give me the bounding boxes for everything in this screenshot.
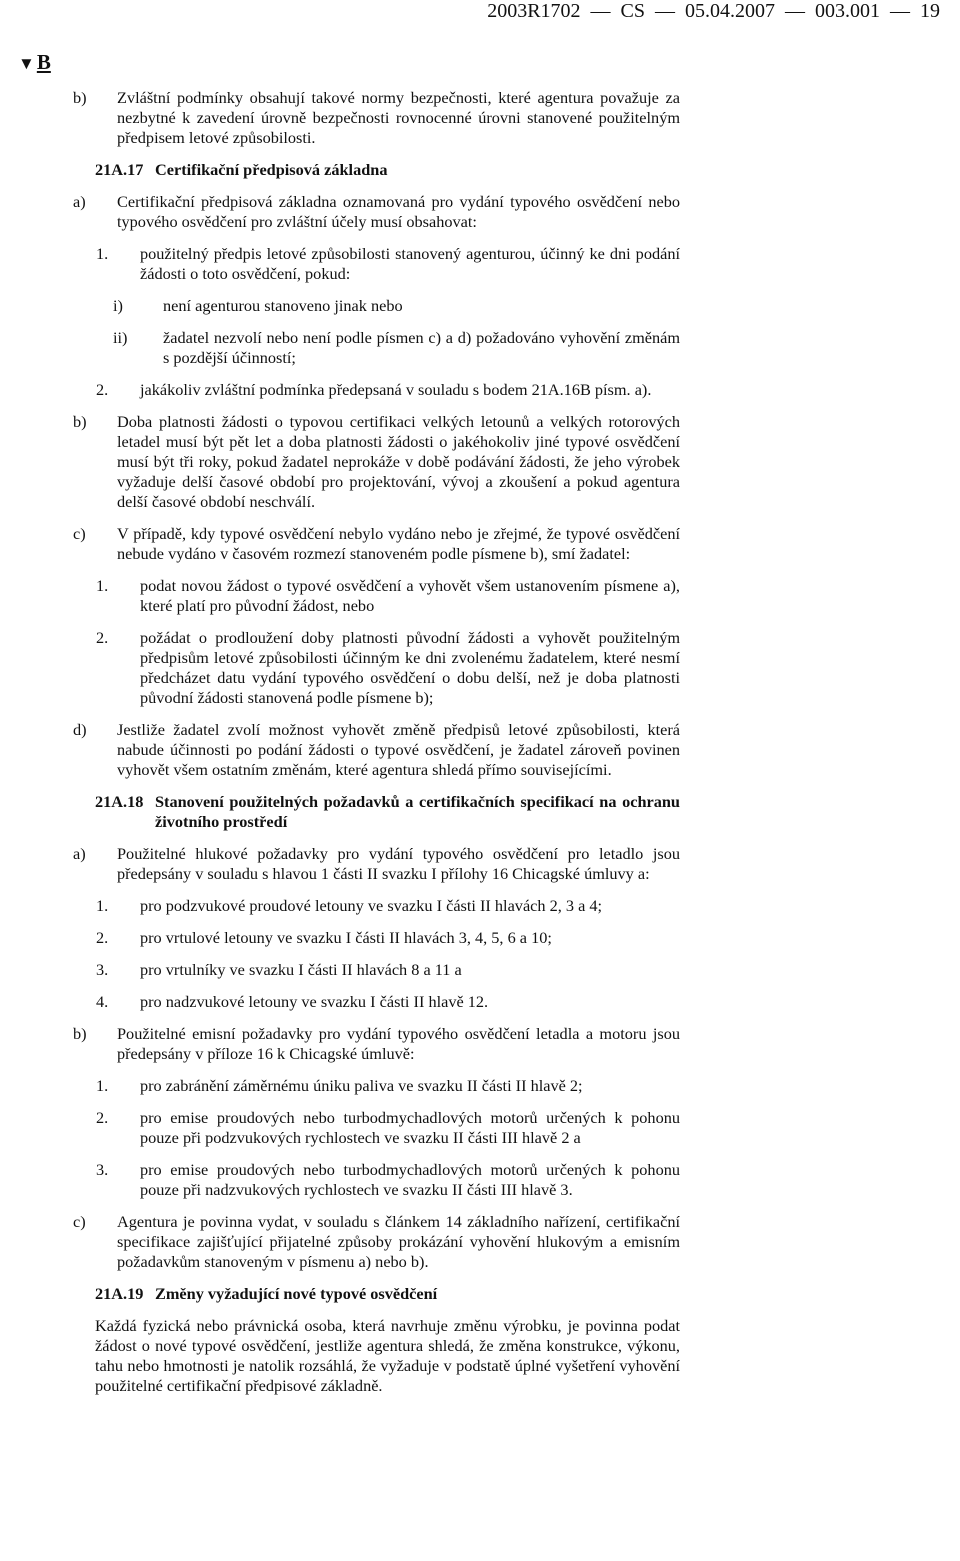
list-item-b18-1: 1. pro zabránění záměrnému úniku paliva ve svazku II části II hlavě 2; bbox=[96, 1076, 583, 1095]
list-item-a18-1: 1. pro podzvukové proudové letouny ve svazku I části II hlavách 2, 3 a 4; bbox=[96, 896, 603, 915]
document-body bbox=[73, 88, 680, 1396]
doc-lang: CS bbox=[620, 0, 645, 22]
list-item-a17-1-ii: ii) žadatel nezvolí nebo není podle písmen c) a d) požadováno vyhovění změnám s pozdější účinností; bbox=[113, 328, 680, 367]
list-item-a17-2: 2. jakákoliv zvláštní podmínka předepsaná v souladu s bodem 21A.16B písm. a). bbox=[96, 380, 652, 399]
triangle-down-icon: ▼ bbox=[18, 54, 35, 73]
list-item-a18-2: 2. pro vrtulové letouny ve svazku I části II hlavách 3, 4, 5, 6 a 10; bbox=[96, 928, 552, 947]
amendment-marker bbox=[18, 50, 51, 76]
list-item-a18-3: 3. pro vrtulníky ve svazku I části II hlavách 8 a 11 a bbox=[96, 960, 462, 979]
list-item-b18-3: 3. pro emise proudových nebo turbodmychadlových motorů určených k pohonu pouze při nadzvukových rychlostech ve svazku II části III hlavě 3. bbox=[96, 1160, 680, 1199]
paragraph-c-21a18: c) Agentura je povinna vydat, v souladu s článkem 14 základního nařízení, certifikační specifikace zajišťující přijatelné způsoby prokázání vyhovění hlukovým a emisním požadavkům stanoveným v písmenu a) nebo b). bbox=[73, 1212, 680, 1271]
list-item-b18-2: 2. pro emise proudových nebo turbodmychadlových motorů určených k pohonu pouze při podzvukových rychlostech ve svazku II části III hlavě 2 a bbox=[96, 1108, 680, 1147]
header-sep-1: — bbox=[585, 0, 616, 22]
list-item-c17-2: 2. požádat o prodloužení doby platnosti původní žádosti a vyhovět použitelným předpisům letové způsobilosti účinným ke dni zvolenému žadatelem, které nesmí předcházet datu vydání typového osvědčení o dobu delší, než je doba platnosti původní žádosti stanovená podle písmene b); bbox=[96, 628, 680, 707]
list-item-c17-1: 1. podat novou žádost o typové osvědčení a vyhovět všem ustanovením písmene a), které platí pro původní žádost, nebo bbox=[96, 576, 680, 615]
header-sep-4: — bbox=[885, 0, 915, 22]
doc-version: 003.001 bbox=[815, 0, 880, 22]
list-item-a17-1: 1. použitelný předpis letové způsobilosti stanovený agenturou, účinný ke dni podání žádosti o toto osvědčení, pokud: bbox=[96, 244, 680, 283]
doc-date: 05.04.2007 bbox=[685, 0, 775, 22]
list-item-a18-4: 4. pro nadzvukové letouny ve svazku I části II hlavě 12. bbox=[96, 992, 489, 1011]
paragraph-d-21a17: d) Jestliže žadatel zvolí možnost vyhovět změně předpisů letové způsobilosti, která nabude účinnosti po podání žádosti o typové osvědčení, je žadatel zároveň povinen vyhovět všem ostatním změnám, které agentura shledá přímo souvisejícími. bbox=[73, 720, 680, 779]
heading-21a18: 21A.18 Stanovení použitelných požadavků a certifikačních specifikací na ochranu životního prostředí bbox=[95, 792, 680, 831]
paragraph-b-special-conditions: b) Zvláštní podmínky obsahují takové normy bezpečnosti, které agentura považuje za nezbytné k zavedení úrovně bezpečnosti rovnocenné úrovni stanovené použitelným předpisem letové způsobilosti. bbox=[73, 88, 680, 147]
heading-21a19: 21A.19 Změny vyžadující nové typové osvědčení bbox=[95, 1284, 438, 1303]
page-header bbox=[487, 0, 940, 22]
paragraph-c-21a17: c) V případě, kdy typové osvědčení nebylo vydáno nebo je zřejmé, že typové osvědčení nebude vydáno v časovém rozmezí stanoveném podle písmene b), smí žadatel: bbox=[73, 524, 680, 563]
header-sep-3: — bbox=[780, 0, 810, 22]
paragraph-a-21a17: a) Certifikační předpisová základna oznamovaná pro vydání typového osvědčení nebo typového osvědčení pro zvláštní účely musí obsahovat: bbox=[73, 192, 680, 231]
doc-id: 2003R1702 bbox=[487, 0, 581, 22]
paragraph-21a19: Každá fyzická nebo právnická osoba, která navrhuje změnu výrobku, je povinna podat žádost o nové typové osvědčení, jestliže agentura shledá, že změna konstrukce, výkonu, tahu nebo hmotnosti je natolik rozsáhlá, že vyžaduje v podstatě úplné vyšetření vyhovění použitelné certifikační předpisové základně. bbox=[95, 1316, 680, 1395]
header-sep-2: — bbox=[650, 0, 680, 22]
list-item-a17-1-i: i) není agenturou stanoveno jinak nebo bbox=[113, 296, 403, 315]
heading-21a17: 21A.17 Certifikační předpisová základna bbox=[95, 160, 388, 179]
marker-label: B bbox=[36, 50, 51, 74]
page-number: 19 bbox=[920, 0, 940, 22]
paragraph-b-21a17: b) Doba platnosti žádosti o typovou certifikaci velkých letounů a velkých rotorových letadel musí být pět let a doba platnosti žádosti o jakéhokoliv jiné typové osvědčení musí být tři roky, pokud žadatel neprokáže v době podávání žádosti, že jeho výrobek vyžaduje delší časové období pro projektování, vývoj a zkoušení a pokud agentura delší časové období neschválí. bbox=[73, 412, 680, 511]
paragraph-b-21a18: b) Použitelné emisní požadavky pro vydání typového osvědčení letadla a motoru jsou předepsány v příloze 16 k Chicagské úmluvě: bbox=[73, 1024, 680, 1063]
paragraph-a-21a18: a) Použitelné hlukové požadavky pro vydání typového osvědčení pro letadlo jsou předepsány v souladu s hlavou 1 části II svazku I přílohy 16 Chicagské úmluvy a: bbox=[73, 844, 680, 883]
